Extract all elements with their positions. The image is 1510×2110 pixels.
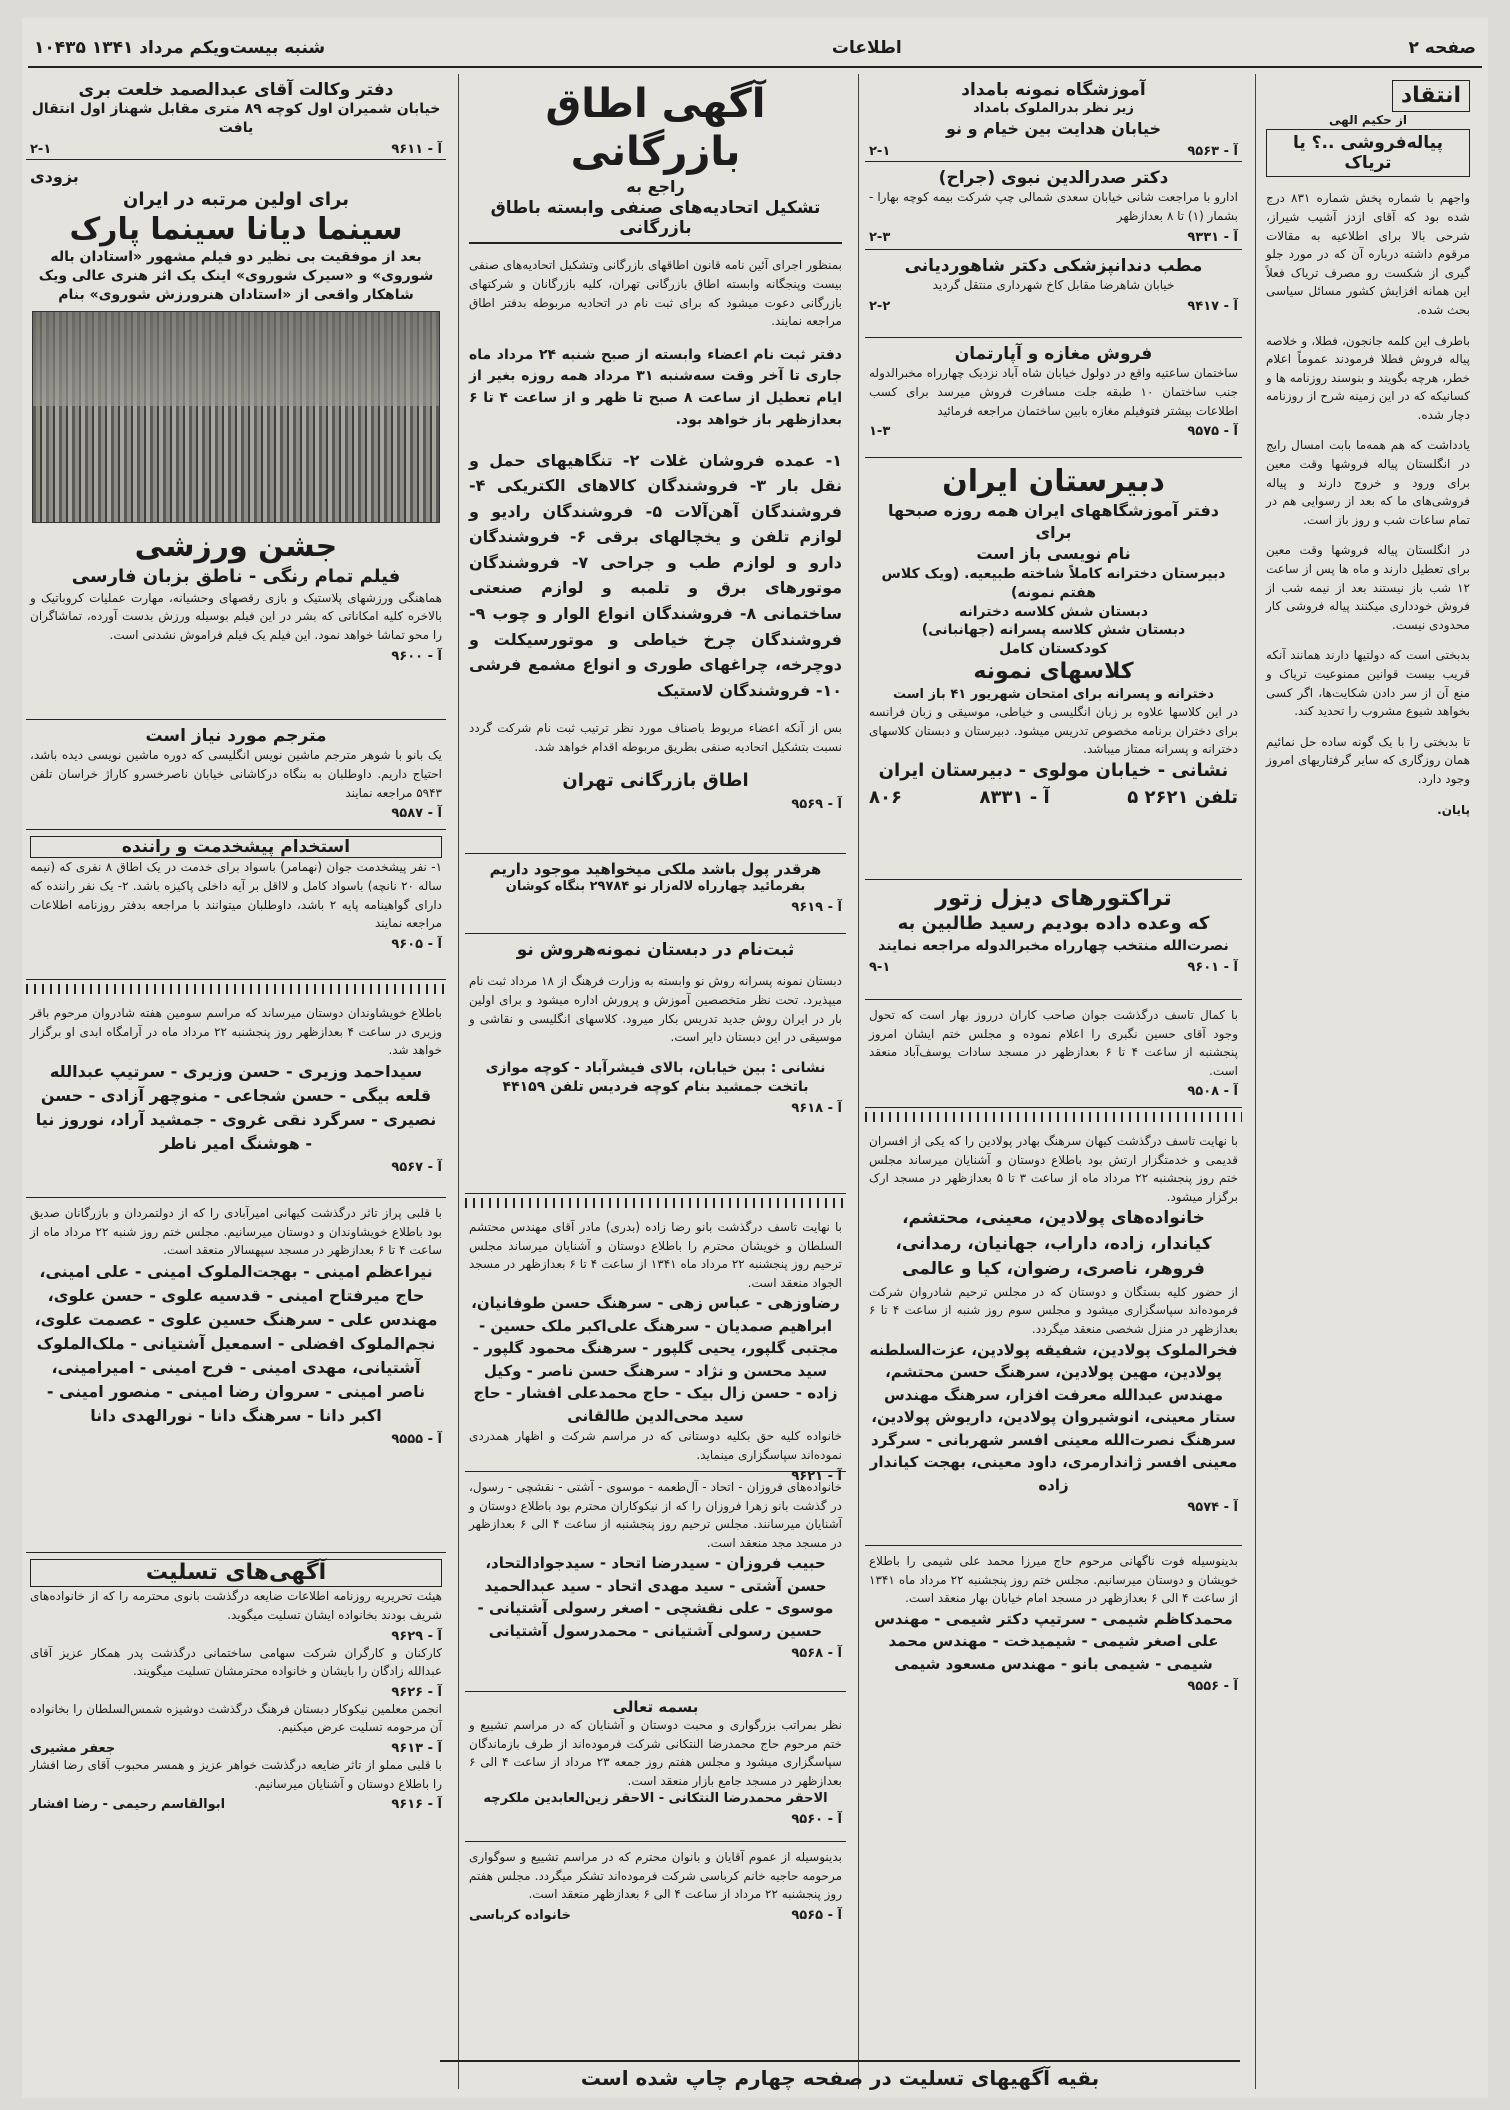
ad-title: آموزشگاه نمونه بامداد (961, 80, 1146, 100)
film-title: جشن ورزشی (134, 528, 338, 564)
author-line: از حکیم الهی (1329, 113, 1407, 128)
notice-body: با نهایت تاسف درگذشت کیهان سرهنگ بهادر پولادین را که یکی از افسران قدیمی و خدمتگزار ارتش بود باطلاع دوستان و آشنایان میرساند مجلس ختم روز پنجشنبه ۲۲ مرداد ماه از ساعت ۳ تا ۵ بعدازظهر در مسجد ارک برگزار میشود. (869, 1134, 1239, 1204)
ad-number: ۹-۱ (869, 959, 891, 975)
notice-body: باطلاع خویشاوندان دوستان میرساند که مراسم سومین هفته شادروان مرحوم باقر وزیری در ساعت ۴ بعدازظهر روز پنجشنبه ۲۲ مرداد ماه در آرامگاه ابدی او برگزار خواهد شد. (30, 1006, 442, 1058)
ad-body: بمنظور اجرای آئین نامه قانون اطاقهای بازرگانی وتشکیل اتحادیه‌های صنفی بیست وپنجگانه وابسته اطاق بازرگانی تهران، کلیه بازرگانان و شرکتهای بازرگانی دعوت میشود که برای ثبت نام در اتحادیه مربوطه بدفتر اطاق مراجعه نمایند. (469, 258, 842, 329)
notice-code: آ - ۹۵۰۸ (1187, 1084, 1238, 1100)
condolence-signature: جعفر مشیری (30, 1740, 116, 1756)
ad-subtitle: راجع به (626, 177, 685, 196)
ad-bamdad-school (865, 74, 1242, 162)
film-photo (32, 311, 440, 523)
ad-list: ۱- عمده فروشان غلات ۲- تنگاهیهای حمل و نقل بار ۳- فروشندگان کالاهای الکتریکی ۴- فروشندگان آهن‌آلات ۵- فروشندگان رادیو و لوازم تلفن و یخچالهای برقی ۶- فروشندگان دارو و لوازم طب و جراحی ۷- فروشندگان موتورهای برق و تلمبه و لوازم صنعتی ساختمانی ۸- فروشندگان انواع الوار و چوب ۹- فروشندگان چرخ خیاطی و موتورسیکلت و دوچرخه، چراغهای طوری و انواع مشمع فرشی ۱۰- فروشندگان لاستیک (469, 450, 843, 700)
notice-body: بدینوسیله فوت ناگهانی مرحوم حاج میرزا محمد علی شیمی را باطلاع خویشان و دوستان میرسانیم. مجلس ختم روز پنجشنبه ۲۲ مرداد ماه ۱۳۴۱ از ساعت ۴ الی ۶ بعدازظهر در مسجد امام خیابان بهار منعقد است. (869, 1554, 1238, 1606)
ad-code: آ - ۹۶۱۱ (391, 142, 442, 158)
ad-body: هماهنگی ورزشهای پلاستیک و بازی رقصهای وحشیانه، مهارت عملیات کروباتیک و بالاخره کلیه امکاناتی که بشر در این فیلم بوسیله ورزش بدست آورده، تماشاگران را محو تماشا خواهد نمود. این فیلم یک فیلم فراموش نشدنی است. (30, 590, 442, 643)
ad-code: آ - ۹۳۳۱ (1187, 229, 1238, 245)
ad-title: دکتر صدرالدین نبوی (جراح) (938, 168, 1169, 188)
family-names: فخرالملوک پولادین، شفیقه پولادین، عزت‌السلطنه پولادین، مهین پولادین، سرهنگ حسن محتشم، مهندس عبدالله معرفت افزار، سرهنگ مهندس ستار معینی، انوشیروان پولادین، داریوش پولادین، سرهنگ نصرت‌الله معینی افسر شهربانی - سرگرد معینی افسر ژاندارمری، داود معینی، بهجت کیاندار زاده (869, 1340, 1238, 1494)
ad-code: آ - ۹۶۰۰ (391, 648, 442, 664)
ad-code: آ - ۹۵۶۹ (791, 796, 842, 812)
column-ads-4 (20, 74, 452, 2089)
ad-body: در این کلاسها علاوه بر زبان انگلیسی و خیاطی، موسیقی و زبان فرانسه برای دختران برنامه مخصوص تدریس میشود. دبیرستان و دبستان کلاسهای دخترانه و پسرانه ممتاز میباشد. (869, 705, 1238, 757)
article-end: پایان. (1437, 802, 1470, 817)
ad-title: دبیرستان ایران (942, 464, 1165, 499)
notice-vaziri (26, 998, 446, 1198)
ad-body: بفرمائید چهارراه لاله‌زار نو ۲۹۷۸۴ بنگاه کوشان (505, 879, 806, 894)
ad-body: ادارو با مراجعت شانی خیابان سعدی شمالی چپ شرکت بیمه کوچه بهارا - بشمار (۱) تا ۸ بعدازظهر (869, 190, 1238, 223)
ad-law-office (26, 74, 446, 160)
article-paragraph: بدبختی است که دولتیها دارند همانند آنکه قریب بیست قوانین ممنوعیت تریاک و منع آن از سر دادن شکایت‌ها، اگر کسی بخواهد شیوع مشروب را تحدید کند. (1266, 648, 1470, 719)
bottom-note: بقیه آگهیهای تسلیت در صفحه چهارم چاپ شده است (440, 2060, 1240, 2094)
divider-stars (865, 1112, 1242, 1122)
ad-iran-highschool (865, 458, 1242, 880)
notice-thanks (465, 1692, 846, 1842)
ad-number: ۲-۱ (869, 143, 891, 159)
ad-dentist (865, 250, 1242, 338)
ad-body: بعد از موفقیت بی نظیر دو فیلم مشهور «استادان باله شوروی» و «سیرک شوروی» اینک یک اثر هنری عالی ویک شاهکار واقعی از «استادان هنرورزش شوروی» بنام (38, 248, 434, 303)
notice-pouladin (865, 1126, 1242, 1546)
ad-subtitle: نام نویسی باز است (976, 544, 1131, 564)
ad-subtitle: برای اولین مرتبه در ایران (123, 188, 349, 210)
notice-shimi (865, 1546, 1242, 1766)
ad-title: تراکتورهای دیزل زتور (935, 886, 1172, 911)
ad-title: هرقدر پول باشد ملکی میخواهید موجود داریم (489, 860, 822, 878)
ad-body: یک بانو با شوهر مترجم ماشین نویس انگلیسی که دوره ماشین نویسی دیده باشد، احتیاج داریم. داوطلبان به بنگاه درکاشانی خیابان ناصرخسرو کاراژ خراسان تلفن ۵۹۴۳ مراجعه نمایند (30, 748, 442, 800)
film-subtitle: فیلم تمام رنگی - ناطق بزبان فارسی (71, 565, 401, 587)
notice-body: خانواده‌های فروزان - اتحاد - آل‌طعمه - موسوی - آشتی - نقشچی - رسول، در گذشت بانو زهرا فروزان را که از نیکوکاران محترم بود باطلاع دوستان و آشنایان میرسانند. مجلس ترحیم روز پنجشنبه از ساعت ۴ الی ۶ بعدازظهر در مسجد مجد منعقد است. (469, 1480, 843, 1550)
ad-title: استخدام پیشخدمت و راننده (30, 836, 442, 858)
ad-line: دبستان شش کلاسه دخترانه (958, 603, 1149, 620)
ad-address: خیابان هدایت بین خیام و نو (945, 118, 1162, 138)
divider-stars (26, 984, 446, 994)
ad-title: ثبت‌نام در دبستان نمونه‌هروش نو (516, 940, 795, 960)
notice-code: آ - ۹۵۵۶ (1187, 1679, 1238, 1695)
notice-body: با نهایت تاسف درگذشت بانو رضا زاده (بدری) مادر آقای مهندس محتشم السلطان و خویشان محترم را باطلاع دوستان و آشنایان میرساند مجلس ترحیم روز پنجشنبه ۲۲ مرداد ماه ۱۳۴۱ از ساعت ۴ تا ۶ بعدازظهر در مسجد الجواد منعقد است. (469, 1220, 843, 1290)
family-names: نیراعظم امینی - بهجت‌الملوک امینی - علی امینی، حاج میرفتاح امینی - قدسیه علوی - حسن علوی، مهندس علی - سرهنگ حسین علوی - عصمت علوی، نجم‌الملوک افضلی - اسمعیل آشتیانی - ملک‌الملوک آشتیانی، مهدی امینی - فرح امینی - امیرامینی، ناصر امینی - سروان رضا امینی - منصور امینی - اکبر دانا - سرهنگ دانا - نورالهدی دانا (34, 1261, 438, 1425)
ad-code: آ - ۹۶۰۱ (1187, 959, 1238, 975)
ad-body: نصرت‌الله منتخب چهارراه مخبرالدوله مراجعه نمایند (878, 937, 1229, 954)
ad-hiring (26, 830, 446, 980)
notice-body: با کمال تاسف درگذشت جوان صاحب کاران درروز بهار است که تحول وجود آقای حسین نگبری را اعلام نموده و مجلس ختم ایشان امروز پنجشنبه از ساعت ۴ تا ۶ بعدازظهر در مسجد سادات یوسف‌آباد منعقد است. (869, 1008, 1238, 1078)
ad-address: نشانی - خیابان مولوی - دبیرستان ایران (878, 759, 1229, 781)
notice-signature: خانواده کرباسی (469, 1907, 571, 1923)
notice-nagbari (865, 1000, 1242, 1108)
article-paragraph: در انگلستان پیاله فروشها وقت معین برای تعطیل دارند و ماه ها پس از ساعت ۱۲ شب باز نیستند بعد از نیمه شب از فروش خودداری میکنند پیاله فروشی کار محدودی نیست. (1266, 543, 1470, 632)
family-names: سیداحمد وزیری - حسن وزیری - سرتیپ عبدالله قلعه بیگی - حسن شجاعی - منوچهر آزادی - حسن نصیری - سرگرد نقی غروی - جمشید آراد، نوروز نیا - هوشنگ امیر ناطر (35, 1061, 437, 1153)
ad-translator (26, 720, 446, 830)
notice-forouzan (465, 1472, 846, 1692)
ad-body: بس از آنکه اعضاء مربوط باصناف مورد نظر ترتیب ثبت نام شرکت گردد نسبت بتشکیل اتحادیه صنفی بطریق مربوطه اقدام خواهد شد. (469, 721, 842, 755)
notice-body: با قلبی پراز تاثر درگذشت کیهانی امیرآبادی را که از دولتمردان و بازرگانان صدیق بود باطلاع خویشاوندان و دوستان میرسانیم. مجلس ختم روز شنبه ۲۲ مرداد ماه از ساعت ۴ تا ۶ بعدازظهر در مسجد سپهسالار منعقد است. (30, 1206, 442, 1258)
condolence-signature: ابوالقاسم رحیمی - رضا افشار (30, 1797, 226, 1813)
ad-subtitle: دخترانه و پسرانه برای امتحان شهریور ۴۱ باز است (893, 686, 1214, 702)
condolence-code: آ - ۹۶۱۶ (391, 1797, 442, 1813)
ad-signature: اطاق بازرگانی تهران (562, 769, 749, 791)
notice-karbasi (465, 1842, 846, 1952)
ad-code: آ - ۹۶۱۸ (791, 1100, 842, 1116)
section-title: آگهی‌های تسلیت (30, 1559, 442, 1587)
ad-phone: تلفن ۲۶۲۱ ۵ (1127, 787, 1238, 809)
ad-tractors (865, 880, 1242, 1000)
family-names: حبیب فروزان - سیدرضا اتحاد - سیدجوادالتحاد، حسن آشتی - سید مهدی اتحاد - سید عبدالحمید موسوی - علی نقشچی - اصغر رسولی آشتیانی - حسین رسولی آشتیانی - محمدرسول آشتیانی (477, 1554, 834, 1640)
ad-dr-nabavi (865, 162, 1242, 250)
page-number: صفحه ۲ (1408, 38, 1476, 58)
ad-subtitle: تشکیل اتحادیه‌های صنفی وابسته باطاق بازرگانی (490, 197, 821, 238)
ad-code: آ - ۹۵۸۷ (391, 806, 442, 822)
ad-title: فروش مغازه و آپارتمان (954, 344, 1153, 364)
notice-code: آ - ۹۵۶۵ (791, 1907, 842, 1923)
notice-code: آ - ۹۵۶۸ (791, 1646, 842, 1662)
condolence-body: کارکنان و کارگران شرکت سهامی ساختمانی درگذشت پدر همکار عزیز آقای عبدالله زادگان را بایشان و خانواده محترمشان تسلیت میگویند. (30, 1645, 442, 1679)
family-names: خانواده‌های پولادین، معینی، محتشم، کیاندار، زاده، داراب، جهانیان، رمدانی، فروهر، ناصری، رضوان، کیا و عالمی (895, 1208, 1212, 1280)
divider-stars (465, 1198, 846, 1208)
ad-title: دفتر وکالت آقای عبدالصمد خلعت بری (78, 80, 394, 100)
section-title: انتقاد (1392, 80, 1470, 112)
ad-subtitle: دفتر آموزشگاههای ایران همه روزه صبحها برای (887, 501, 1220, 542)
condolence-code: آ - ۹۶۱۳ (391, 1740, 442, 1756)
ad-number: ۱-۳ (869, 424, 891, 440)
article-paragraph: تا بدبختی را با یک گونه ساده حل نمائیم همان روزگاری که سایر گرفتاریهای امروز وجود دارد. (1266, 734, 1470, 786)
notice-code: آ - ۹۶۲۱ (791, 1468, 842, 1484)
ad-title: سینما دیانا سینما پارک (69, 211, 403, 247)
ad-title: مترجم مورد نیاز است (145, 726, 327, 746)
ad-body: دفتر ثبت نام اعضاء وابسته از صبح شنبه ۲۴ مرداد ماه جاری تا آخر وقت سه‌شنبه ۳۱ مرداد همه روزه بغیر از ایام تعطیل از ساعت ۸ صبح تا ظهر و از ساعت ۴ تا ۶ بعدازظهر باز خواهد بود. (469, 346, 843, 428)
notice-title: بسمه تعالی (612, 1698, 699, 1716)
ad-number: ۲-۳ (869, 229, 891, 245)
ad-body: ۱- نفر پیشخدمت جوان (نهمامر) باسواد برای خدمت در یک اطاق ۸ نفری که (نیمه ساله ۲۰ نانچه) باسواد کامل و لااقل بر آیه داخلی پاکیزه باشد. ۲- یک نفر راننده که دارای گواهینامه پایه ۲ باشد، داوطلبان میتوانند با مراجعه بدفتر روزنامه اطلاعات مراجعه نمایند (30, 860, 443, 931)
ad-number: ۲-۲ (869, 298, 891, 314)
ad-title: مطب دندانپزشکی دکتر شاهوردیانی (904, 256, 1203, 276)
article-title: پیاله‌فروشی ..؟ یا تریاک (1266, 129, 1470, 178)
family-names: محمدکاظم شیمی - سرتیپ دکتر شیمی - مهندس علی اصغر شیمی - شیمیدخت - مهندس محمد شیمی - شیمی بانو - مهندس مسعود شیمی (874, 1609, 1233, 1673)
notice-amini (26, 1198, 446, 1553)
ad-title: آگهی اطاق بازرگانی (545, 81, 766, 175)
article-paragraph: واجهم با شماره پخش شماره ۸۳۱ درج شده بود که آقای ازدز آشیب شیراز، شرحی بالا برای اطلاعیه به مقالات مرقوم داشته درباره آن که در مورد جلو گیری از شکست رو مصرف تریاک فعلاً این همانه افزایش کشور مسائل سیاسی بحث شده. (1266, 191, 1470, 317)
ad-address: نشانی : بین خیابان، بالای فیشرآباد - کوچه موازی باتخت جمشید بنام کوچه فردیس تلفن ۴۴۱۵۹ (485, 1059, 826, 1095)
notice-code: آ - ۹۵۶۷ (391, 1159, 442, 1175)
column-ads-2 (858, 74, 1248, 2089)
ad-chamber-of-commerce (465, 74, 846, 854)
ad-body: دبستان نمونه پسرانه روش نو وابسته به وزارت فرهنگ از ۱۸ مرداد ثبت نام میپذیرد. تحت نظر متخصصین آموزش و پرورش اداره میشود و برای اولین بار در ایران روش جدید تدریس بکار میرود. کلاسهای انگلیسی و نقاشی و موسیقی در این دبستان دایر است. (469, 974, 842, 1045)
ad-line: دبیرستان دخترانه کاملاً شاخته طبیعیه. (ویک کلاس هفتم نمونه) (881, 565, 1226, 601)
divider-line (469, 242, 842, 244)
notice-body: خانواده کلیه حق بکلیه دوستانی که در مراسم شرکت و اظهار همدردی نموده‌اند سپاسگزاری مینماید. (469, 1429, 842, 1462)
notice-signature: الاحقر محمدرضا النتکانی - الاحقر زین‌العابدین ملکرچه (483, 1791, 828, 1807)
ad-body: ساختمان ساعتیه واقع در دولول خیابان شاه آباد نزدیک چهارراه مخبرالدوله جنب ساختمان ۱۰ طبقه جلت مسافرت فروش میرسد برای کسب اطلاعات بیشتر فتوفیلم مغازه بابین ساختمان مراجعه فرمائید (869, 366, 1238, 418)
ad-code: آ - ۸۳۳۱ (979, 787, 1050, 809)
column-ads-3 (458, 74, 852, 2089)
ad-title: کلاسهای نمونه (973, 659, 1134, 685)
ad-code: آ - ۹۶۱۹ (791, 899, 842, 915)
ad-code: آ - ۹۶۰۵ (391, 936, 442, 952)
ad-number: ۲-۱ (30, 142, 52, 158)
ad-body: خیابان شاهرضا مقابل کاخ شهرداری منتقل گردید (932, 278, 1175, 293)
notice-code: آ - ۹۵۷۴ (1187, 1500, 1238, 1516)
notice-body: از حضور کلیه بستگان و دوستان که در مجلس ترحیم شادروان شرکت فرموده‌اند سپاسگزاری میشود و مجلس سوم روز شنبه از ساعت ۴ تا ۶ بعدازظهر در منزل شخصی منعقد میگردد. (869, 1284, 1238, 1337)
ad-soon: بزودی (30, 167, 79, 186)
notice-mohtasham (465, 1212, 846, 1484)
condolence-body: هیئت تحریریه روزنامه اطلاعات ضایعه درگذشت بانوی محترمه را که از خانواده‌های شریف بودند بخانواده ایشان تسلیت میگوید. (30, 1589, 442, 1622)
ad-code: آ - ۹۵۶۳ (1187, 143, 1238, 159)
article-paragraph: باطرف این کلمه جانجون، فطلا، و خلاصه پیاله فروش فطلا فرمودند عموماً اعلام خطر، هرچه بگویند و بنوسند روزنامه ها و کسانیکه که در این زمینه شرح از روزنامه دچار شده. (1266, 333, 1470, 422)
ad-line: کودکستان کامل (999, 641, 1108, 658)
ad-cinema (26, 160, 446, 720)
condolence-code: آ - ۹۶۲۶ (391, 1684, 442, 1700)
article-paragraph: یادداشت که هم همه‌ما بابت امسال رایج در انگلستان پیاله فروشها وقت معین برای ورود و خروج دارند و پیاله فروشی‌های ما که بعد از رسوایی هم در تمام ساعات شب و روز باز است. (1266, 438, 1470, 527)
notice-code: آ - ۹۵۶۰ (791, 1811, 842, 1827)
column-critique (1255, 74, 1480, 2089)
ad-number: ۸۰۶ (869, 787, 902, 809)
ad-subtitle: خیابان شمیران اول کوچه ۸۹ متری مقابل شهناز اول انتقال یافت (31, 101, 441, 137)
ad-shop-sale (865, 338, 1242, 458)
ad-line: دبستان شش کلاسه پسرانه (جهانبانی) (921, 622, 1186, 639)
notice-body: نظر بمراتب بزرگواری و محبت دوستان و آشنایان که در مراسم تشییع و ختم مرحوم حاج محمدرضا النتکانی شرکت فرموده‌اند از طرف بازماندگان سپاسگزاری میشود و مجلس هفتم روز جمعه ۲۳ مرداد از ساعت ۴ الی ۶ بعدازظهر در مسجد جامع بازار منعقد است. (469, 1718, 842, 1788)
page-header (28, 30, 1482, 68)
condolences-section (26, 1553, 446, 1933)
ad-subtitle: زیر نظر بدرالملوک بامداد (973, 101, 1134, 117)
notice-body: بدینوسیله از عموم آقایان و بانوان محترم که در مراسم تشییع و سوگواری مرحومه حاجیه خانم کرباسی شرکت فرموده‌اند تشکر میگردد. مجلس هفتم روز پنجشنبه ۲۲ مرداد از ساعت ۴ الی ۶ بعدازظهر منعقد است. (469, 1850, 842, 1902)
condolence-body: با قلبی مملو از تاثر ضایعه درگذشت خواهر عزیز و همسر محبوب آقای رضا افشار را باطلاع دوستان و آشنایان میرسانیم. (30, 1757, 442, 1791)
notice-code: آ - ۹۵۵۵ (391, 1431, 442, 1447)
condolence-code: آ - ۹۶۲۹ (391, 1628, 442, 1644)
issue-date: شنبه بیست‌و‌یکم مرداد ۱۳۴۱ ۱۰۴۳۵ (34, 38, 326, 58)
ad-property (465, 854, 846, 934)
family-names: رضاوزهی - عباس زهی - سرهنگ حسن طوفانیان، ابراهیم صمدیان - سرهنگ علی‌اکبر ملک حسین - مجتبی گلپور، یحیی گلپور - سرهنگ محمود گلپور - سید محسن و نژاد - سرهنگ حسن ناصر - وکیل زاده - حسن زال بیک - حاج محمدعلی افشار - حاج سید محی‌الدین طالقانی (471, 1294, 840, 1425)
newspaper-name: اطلاعات (831, 38, 902, 58)
ad-subtitle: که وعده داده بودیم رسید طالبین به (897, 913, 1210, 935)
ad-code: آ - ۹۴۱۷ (1187, 298, 1238, 314)
condolence-body: انجمن معلمین نیکوکار دبستان فرهنگ درگذشت دوشیزه شمس‌السلطان را بخانواده آن مرحومه تسلیت عرض میکنیم. (30, 1701, 442, 1735)
ad-ravesh-no-school (465, 934, 846, 1194)
ad-code: آ - ۹۵۷۵ (1187, 424, 1238, 440)
